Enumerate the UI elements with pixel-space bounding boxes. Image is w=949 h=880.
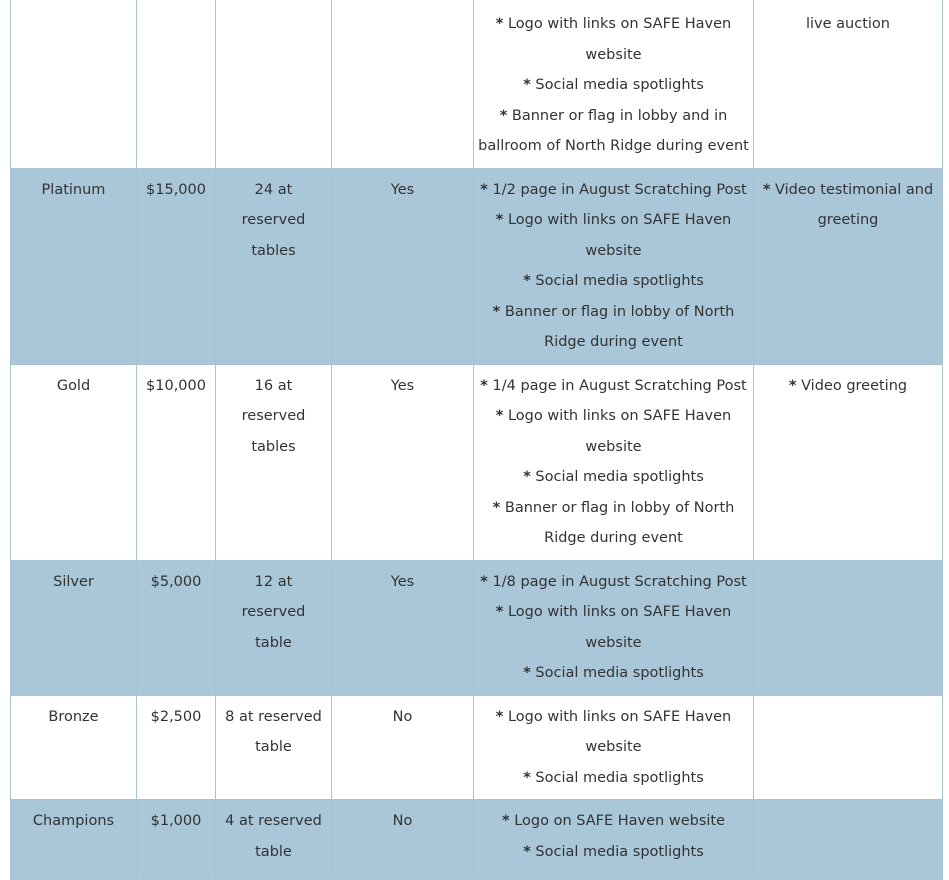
recognition-cell bbox=[332, 800, 474, 880]
recognition-value: Yes bbox=[390, 573, 415, 590]
tickets-cell bbox=[216, 0, 332, 168]
tickets-text: 24 at reserved tables bbox=[241, 181, 306, 259]
tickets-text: 16 at reserved tables bbox=[241, 377, 306, 455]
benefit-item bbox=[478, 205, 749, 266]
extra-cell bbox=[754, 168, 943, 364]
amount-value: $5,000 bbox=[150, 573, 202, 590]
bullet-asterisk: * bbox=[762, 181, 771, 198]
bullet-asterisk: * bbox=[495, 212, 504, 228]
bullet-asterisk: * bbox=[495, 604, 504, 620]
benefit-item bbox=[478, 763, 749, 794]
bullet-asterisk: * bbox=[523, 769, 531, 786]
bullet-asterisk: * bbox=[523, 77, 531, 93]
recognition-cell bbox=[332, 695, 474, 800]
recognition-value: Yes bbox=[390, 377, 415, 394]
amount-cell bbox=[137, 0, 216, 168]
table-row bbox=[11, 800, 943, 880]
level-name: Silver bbox=[53, 573, 94, 590]
sponsorship-table bbox=[10, 0, 943, 880]
benefit-text: Logo with links on SAFE Haven website bbox=[507, 604, 732, 651]
level-cell bbox=[11, 695, 137, 800]
recognition-value: No bbox=[392, 813, 413, 829]
benefit-text: Social media spotlights bbox=[535, 273, 704, 289]
table-row bbox=[11, 168, 943, 364]
benefit-item bbox=[478, 837, 749, 868]
bullet-asterisk: * bbox=[499, 107, 508, 124]
bullet-asterisk: * bbox=[501, 813, 510, 829]
benefit-item bbox=[478, 371, 749, 402]
benefit-text: Logo with links on SAFE Haven website bbox=[507, 212, 732, 259]
bullet-asterisk: * bbox=[495, 16, 504, 32]
benefit-item bbox=[478, 70, 749, 101]
recognition-cell bbox=[332, 364, 474, 560]
bullet-asterisk: * bbox=[480, 377, 488, 394]
benefit-text: Banner or flag in lobby of North Ridge during event bbox=[504, 499, 735, 546]
extra-text: Video greeting bbox=[801, 377, 908, 394]
bullet-asterisk: * bbox=[495, 708, 504, 725]
amount-value: $15,000 bbox=[146, 181, 206, 198]
tickets-cell bbox=[216, 168, 332, 364]
bullet-asterisk: * bbox=[523, 843, 531, 860]
sponsorship-table-body bbox=[11, 0, 943, 880]
bullet-asterisk: * bbox=[495, 408, 504, 424]
level-cell bbox=[11, 364, 137, 560]
benefits-cell bbox=[474, 0, 754, 168]
benefits-cell bbox=[474, 168, 754, 364]
benefits-cell bbox=[474, 695, 754, 800]
benefits-cell bbox=[474, 800, 754, 880]
benefit-item bbox=[478, 266, 749, 297]
extra-text: Video testimonial and greeting bbox=[775, 181, 934, 228]
bullet-asterisk: * bbox=[523, 469, 531, 485]
bullet-asterisk: * bbox=[492, 499, 501, 516]
benefit-item bbox=[478, 101, 749, 162]
benefit-text: Social media spotlights bbox=[535, 843, 704, 860]
recognition-value: No bbox=[392, 708, 413, 725]
benefit-item bbox=[478, 597, 749, 658]
table-row bbox=[11, 0, 943, 168]
benefit-item bbox=[478, 401, 749, 462]
extra-text: live auction bbox=[806, 16, 890, 32]
benefit-text: Banner or flag in lobby of North Ridge during event bbox=[504, 303, 735, 350]
bullet-asterisk: * bbox=[492, 303, 501, 320]
amount-cell bbox=[137, 168, 216, 364]
bullet-asterisk: * bbox=[523, 665, 531, 681]
benefit-text: Banner or flag in lobby and in ballroom of North Ridge during event bbox=[478, 107, 749, 154]
amount-cell bbox=[137, 364, 216, 560]
tickets-text: 12 at reserved table bbox=[241, 573, 306, 651]
amount-value: $1,000 bbox=[150, 813, 202, 829]
recognition-value: Yes bbox=[390, 181, 415, 198]
benefit-text: Social media spotlights bbox=[535, 77, 704, 93]
bullet-asterisk: * bbox=[523, 273, 531, 289]
tickets-text: 4 at reserved table bbox=[225, 813, 322, 860]
benefit-item bbox=[478, 175, 749, 206]
benefit-item bbox=[478, 9, 749, 70]
benefit-item bbox=[478, 567, 749, 598]
benefit-text: Logo with links on SAFE Haven website bbox=[507, 16, 732, 63]
table-row bbox=[11, 364, 943, 560]
level-name: Bronze bbox=[48, 708, 99, 725]
benefit-item bbox=[478, 493, 749, 554]
tickets-cell bbox=[216, 364, 332, 560]
benefit-item bbox=[478, 297, 749, 358]
tickets-cell bbox=[216, 800, 332, 880]
extra-item bbox=[758, 371, 938, 402]
bullet-asterisk: * bbox=[480, 181, 488, 198]
benefit-text: 1/2 page in August Scratching Post bbox=[492, 181, 747, 198]
benefit-item bbox=[478, 702, 749, 763]
level-name: Champions bbox=[32, 813, 115, 829]
tickets-text: 8 at reserved table bbox=[225, 708, 322, 755]
level-cell bbox=[11, 0, 137, 168]
level-name: Platinum bbox=[41, 181, 106, 198]
benefit-text: Logo with links on SAFE Haven website bbox=[507, 708, 732, 755]
bullet-asterisk: * bbox=[788, 377, 797, 394]
benefit-item bbox=[478, 658, 749, 689]
benefit-text: Logo on SAFE Haven website bbox=[514, 813, 726, 829]
extra-cell bbox=[754, 695, 943, 800]
amount-value: $2,500 bbox=[150, 708, 202, 725]
extra-cell bbox=[754, 800, 943, 880]
benefit-text: 1/8 page in August Scratching Post bbox=[492, 573, 747, 590]
benefit-item bbox=[478, 806, 749, 837]
level-name: Gold bbox=[56, 377, 91, 394]
amount-value: $10,000 bbox=[146, 377, 206, 394]
benefit-text: Social media spotlights bbox=[535, 769, 704, 786]
benefit-text: 1/4 page in August Scratching Post bbox=[492, 377, 747, 394]
tickets-cell bbox=[216, 695, 332, 800]
level-cell bbox=[11, 168, 137, 364]
benefits-cell bbox=[474, 364, 754, 560]
benefit-item bbox=[478, 462, 749, 493]
bullet-asterisk: * bbox=[480, 573, 488, 590]
level-cell bbox=[11, 800, 137, 880]
recognition-cell bbox=[332, 0, 474, 168]
table-row bbox=[11, 695, 943, 800]
amount-cell bbox=[137, 800, 216, 880]
extra-cell bbox=[754, 0, 943, 168]
extra-item bbox=[758, 175, 938, 236]
extra-item bbox=[758, 9, 938, 40]
benefit-text: Logo with links on SAFE Haven website bbox=[507, 408, 732, 455]
extra-cell bbox=[754, 364, 943, 560]
recognition-cell bbox=[332, 168, 474, 364]
amount-cell bbox=[137, 695, 216, 800]
benefit-text: Social media spotlights bbox=[535, 469, 704, 485]
benefit-text: Social media spotlights bbox=[535, 665, 704, 681]
